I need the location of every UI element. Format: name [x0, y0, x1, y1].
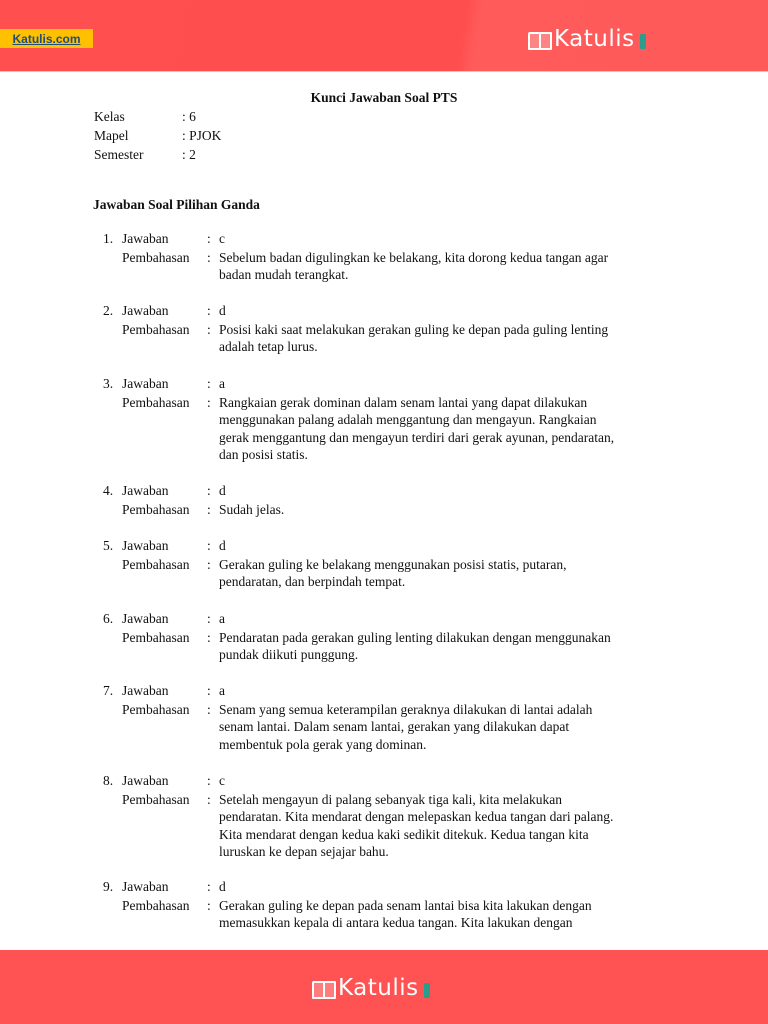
explanation-row [0, 500, 768, 519]
meta-row-semester [94, 145, 221, 164]
explanation-row [0, 790, 768, 861]
answer-row [0, 772, 768, 790]
answer-row [0, 682, 768, 700]
explanation-label: Pembahasan [122, 791, 190, 807]
open-book-icon [312, 981, 334, 997]
explanation-row [0, 555, 768, 591]
explanation-row [0, 248, 768, 284]
answer-label: Jawaban [122, 231, 169, 246]
answer-item [0, 230, 768, 284]
colon: : [207, 791, 211, 807]
answer-value: d [219, 538, 226, 553]
footer-logo-text: Katulis [338, 975, 419, 1001]
answer-value: a [219, 683, 225, 698]
colon: : [207, 879, 211, 894]
answer-label: Jawaban [122, 611, 169, 626]
answer-item [0, 610, 768, 664]
explanation-row [0, 896, 768, 932]
answer-item [0, 772, 768, 861]
colon: : [207, 629, 211, 645]
answer-row [0, 878, 768, 896]
item-number: 8. [103, 773, 114, 788]
colon: : [207, 501, 211, 517]
explanation-row [0, 393, 768, 464]
meta-label: Semester [94, 147, 144, 162]
explanation-text: Pendaratan pada gerakan guling lenting dilakukan dengan menggunakan pundak diikuti punggung. [219, 629, 611, 662]
document-title: Kunci Jawaban Soal PTS [310, 90, 458, 105]
colon: : [207, 231, 211, 246]
katulis-logo [528, 28, 646, 51]
explanation-text: Rangkaian gerak dominan dalam senam lantai yang dapat dilakukan menggunakan palang adalah menggantung dan mengayun. Rangkaian gerak menggantung dan mengayun terdiri dari gerak ayunan, pendaratan, dan posisi statis. [219, 394, 615, 462]
item-number: 6. [103, 611, 114, 626]
colon: : [207, 394, 211, 410]
answer-label: Jawaban [122, 483, 169, 498]
meta-value: : 2 [182, 147, 196, 162]
answer-value: d [219, 303, 226, 318]
answer-value: c [219, 773, 225, 788]
colon: : [207, 773, 211, 788]
explanation-label: Pembahasan [122, 501, 190, 517]
item-number: 4. [103, 483, 114, 498]
answer-item [0, 682, 768, 753]
colon: : [207, 303, 211, 318]
logo-tag-icon [640, 34, 646, 49]
colon: : [207, 483, 211, 498]
explanation-label: Pembahasan [122, 556, 190, 572]
answer-row [0, 610, 768, 628]
answer-value: c [219, 231, 225, 246]
answer-label: Jawaban [122, 879, 169, 894]
document-meta [94, 107, 221, 164]
colon: : [207, 701, 211, 717]
site-link[interactable]: Katulis.com [12, 31, 81, 46]
answer-value: a [219, 611, 225, 626]
explanation-label: Pembahasan [122, 897, 190, 913]
answer-row [0, 482, 768, 500]
colon: : [207, 538, 211, 553]
explanation-label: Pembahasan [122, 701, 190, 717]
meta-label: Mapel [94, 128, 129, 143]
answer-value: a [219, 376, 225, 391]
colon: : [207, 321, 211, 337]
colon: : [207, 611, 211, 626]
answer-row [0, 230, 768, 248]
answer-item [0, 302, 768, 356]
answer-item [0, 375, 768, 464]
answer-row [0, 375, 768, 393]
item-number: 9. [103, 879, 114, 894]
answer-item [0, 537, 768, 591]
logo-tag-icon [424, 983, 430, 998]
explanation-text: Sebelum badan digulingkan ke belakang, kita dorong kedua tangan agar badan mudah terangkat. [219, 249, 609, 282]
explanation-label: Pembahasan [122, 629, 190, 645]
colon: : [207, 249, 211, 265]
item-number: 2. [103, 303, 114, 318]
answer-row [0, 302, 768, 320]
open-book-icon [528, 32, 550, 48]
explanation-text: Gerakan guling ke depan pada senam lantai bisa kita lakukan dengan memasukkan kepala di antara kedua tangan. Kita lakukan dengan [219, 897, 592, 930]
explanation-text: Sudah jelas. [219, 501, 285, 517]
explanation-row [0, 320, 768, 356]
answer-item [0, 878, 768, 932]
explanation-row [0, 700, 768, 754]
item-number: 5. [103, 538, 114, 553]
explanation-label: Pembahasan [122, 394, 190, 410]
colon: : [207, 556, 211, 572]
answer-item [0, 482, 768, 518]
meta-label: Kelas [94, 109, 125, 124]
header-divider [0, 71, 768, 72]
explanation-text: Gerakan guling ke belakang menggunakan posisi statis, putaran, pendaratan, dan berpindah tempat. [219, 556, 567, 589]
answer-row [0, 537, 768, 555]
meta-row-kelas [94, 107, 221, 126]
item-number: 1. [103, 231, 114, 246]
page-header [0, 0, 768, 71]
explanation-text: Setelah mengayun di palang sebanyak tiga kali, kita melakukan pendaratan. Kita mendarat dengan melepaskan kedua tangan dari palang. Kita mendarat dengan kedua kaki sedikit ditekuk. Kedua tangan kita luruskan ke depan sejajar bahu. [219, 791, 614, 859]
answer-label: Jawaban [122, 683, 169, 698]
explanation-text: Senam yang semua keterampilan geraknya dilakukan di lantai adalah senam lantai. Dalam senam lantai, gerakan yang dilakukan dapat membentuk pola gerak yang dominan. [219, 701, 593, 752]
katulis-footer-logo [312, 977, 430, 1000]
meta-value: : PJOK [182, 128, 222, 143]
meta-value: : 6 [182, 109, 196, 124]
answer-label: Jawaban [122, 773, 169, 788]
colon: : [207, 683, 211, 698]
answer-label: Jawaban [122, 538, 169, 553]
item-number: 3. [103, 376, 114, 391]
meta-row-mapel [94, 126, 221, 145]
colon: : [207, 897, 211, 913]
answer-value: d [219, 483, 226, 498]
explanation-label: Pembahasan [122, 249, 190, 265]
explanation-text: Posisi kaki saat melakukan gerakan guling ke depan pada guling lenting adalah tetap lurus. [219, 321, 609, 354]
colon: : [207, 376, 211, 391]
logo-text: Katulis [554, 26, 635, 52]
answer-label: Jawaban [122, 376, 169, 391]
item-number: 7. [103, 683, 114, 698]
section-title: Jawaban Soal Pilihan Ganda [93, 197, 260, 212]
answer-value: d [219, 879, 226, 894]
answer-label: Jawaban [122, 303, 169, 318]
site-link-badge[interactable] [0, 29, 93, 48]
explanation-label: Pembahasan [122, 321, 190, 337]
explanation-row [0, 628, 768, 664]
